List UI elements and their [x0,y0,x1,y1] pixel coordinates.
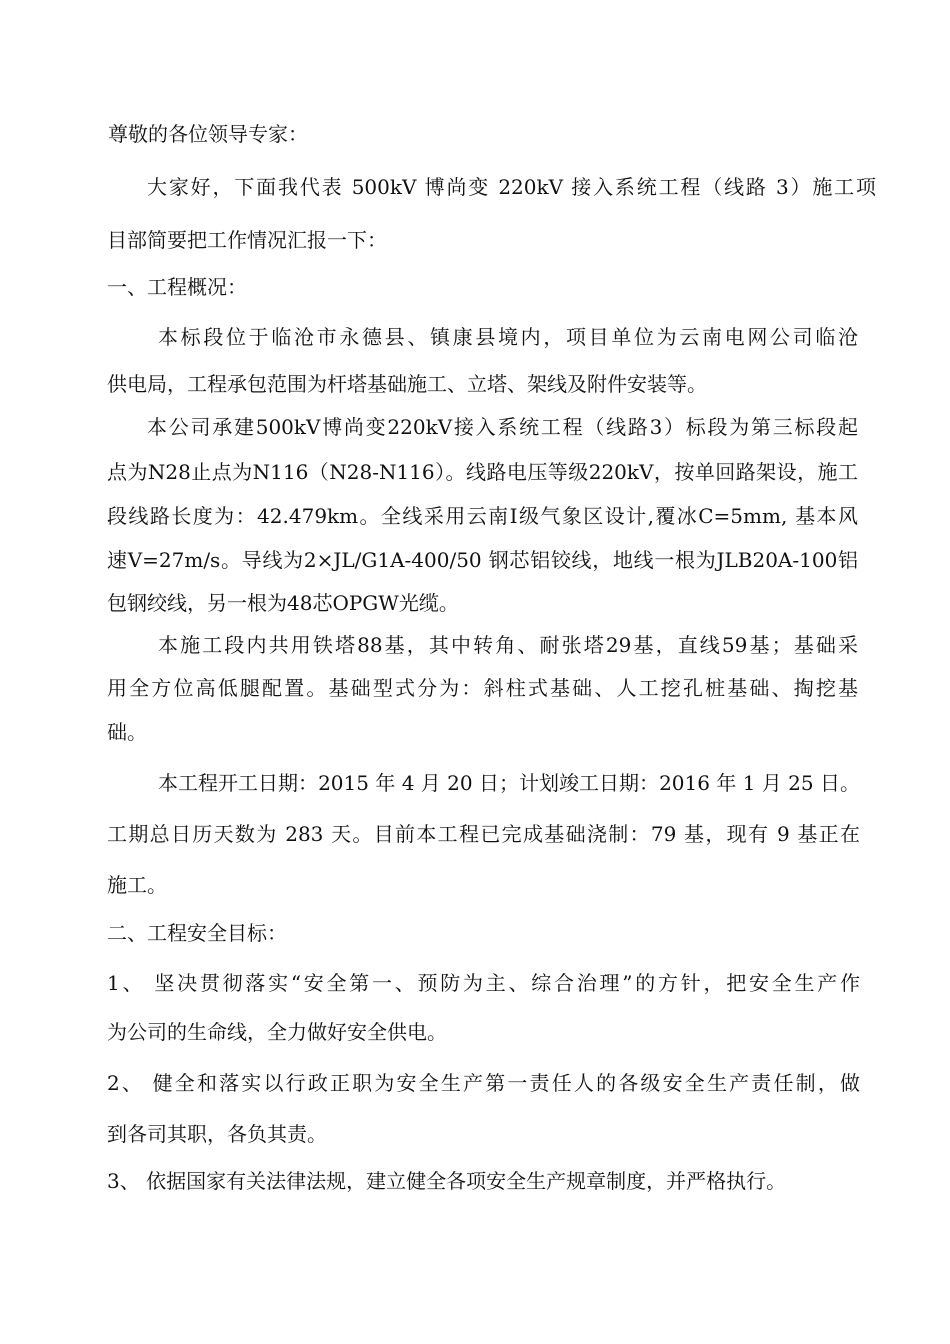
section2-heading: 二、工程安全目标： [107,921,287,945]
overview-p2-line-4: 速V=27m/s。导线为2×JL/G1A-400/50 钢芯铝铰线，地线一根为JLB20A-100铝 [107,548,858,572]
overview-p3-line-3: 础。 [107,720,147,744]
overview-p3-line-2: 用全方位高低腿配置。基础型式分为：斜柱式基础、人工挖孔桩基础、掏挖基 [107,676,858,700]
intro-line-2: 目部简要把工作情况汇报一下： [107,228,387,252]
overview-p3-line-1: 本施工段内共用铁塔88基，其中转角、耐张塔29基，直线59基；基础采 [158,633,858,657]
safety-goal-1-line-2: 为公司的生命线，全力做好安全供电。 [107,1020,447,1044]
overview-p2-line-5: 包钢绞线，另一根为48芯OPGW光缆。 [107,591,459,615]
overview-p2-line-3: 段线路长度为：42.479km。全线采用云南I级气象区设计,覆冰C=5mm, 基本风 [107,504,858,528]
safety-goal-2-line-2: 到各司其职，各负其责。 [107,1122,327,1146]
overview-p2-line-2: 点为N28止点为N116（N28-N116）。线路电压等级220kV，按单回路架设，施工 [107,460,858,484]
overview-p4-line-3: 施工。 [107,873,167,897]
overview-p2-line-1: 本公司承建500kV博尚变220kV接入系统工程（线路3）标段为第三标段起 [147,415,858,439]
overview-p4-line-1: 本工程开工日期：2015 年 4 月 20 日；计划竣工日期：2016 年 1 月 25 日。 [158,771,860,795]
overview-p4-line-2: 工期总日历天数为 283 天。目前本工程已完成基础浇制：79 基，现有 9 基正在 [107,822,860,846]
overview-p1-line-2: 供电局，工程承包范围为杆塔基础施工、立塔、架线及附件安装等。 [107,372,707,396]
safety-goal-2-line-1: 2、 健全和落实以行政正职为安全生产第一责任人的各级安全生产责任制，做 [107,1071,860,1095]
section1-heading: 一、工程概况： [107,275,247,299]
greeting: 尊敬的各位领导专家： [108,122,308,146]
safety-goal-3-line-1: 3、 依据国家有关法律法规，建立健全各项安全生产规章制度，并严格执行。 [107,1169,787,1193]
overview-p1-line-1: 本标段位于临沧市永德县、镇康县境内，项目单位为云南电网公司临沧 [158,325,858,349]
intro-line-1: 大家好，下面我代表 500kV 博尚变 220kV 接入系统工程（线路 3）施工项 [147,175,876,199]
safety-goal-1-line-1: 1、 坚决贯彻落实“安全第一、预防为主、综合治理”的方针，把安全生产作 [107,971,860,995]
